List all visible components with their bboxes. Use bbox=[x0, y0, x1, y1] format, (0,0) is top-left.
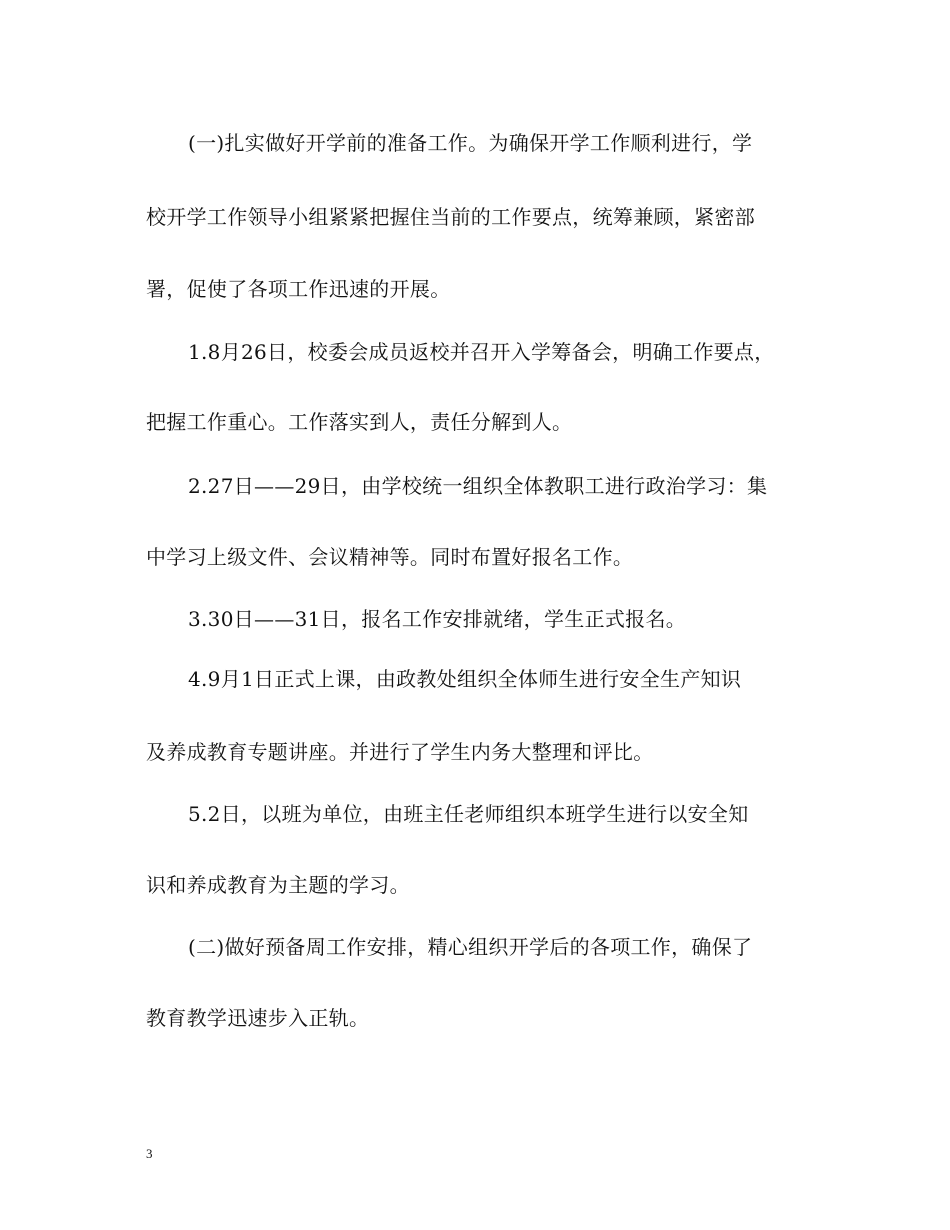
paragraph-1-line-1: (一)扎实做好开学前的准备工作。为确保开学工作顺利进行，学 bbox=[188, 131, 753, 155]
paragraph-2-line-2: 教育教学迅速步入正轨。 bbox=[146, 1006, 370, 1030]
list-item-5-line-2: 识和养成教育为主题的学习。 bbox=[146, 873, 410, 897]
list-item-2-line-1: 2.27日——29日，由学校统一组织全体教职工进行政治学习：集 bbox=[188, 474, 768, 498]
list-item-5-line-1: 5.2日，以班为单位，由班主任老师组织本班学生进行以安全知 bbox=[188, 802, 749, 826]
list-item-3: 3.30日——31日，报名工作安排就绪，学生正式报名。 bbox=[188, 607, 687, 631]
paragraph-2-line-1: (二)做好预备周工作安排，精心组织开学后的各项工作，确保了 bbox=[188, 935, 753, 959]
list-item-1-line-1: 1.8月26日，校委会成员返校并召开入学筹备会，明确工作要点， bbox=[188, 340, 775, 364]
list-item-2-line-2: 中学习上级文件、会议精神等。同时布置好报名工作。 bbox=[146, 545, 634, 569]
list-item-1-line-2: 把握工作重心。工作落实到人，责任分解到人。 bbox=[146, 410, 573, 434]
paragraph-1-line-3: 署，促使了各项工作迅速的开展。 bbox=[146, 277, 451, 301]
page-number: 3 bbox=[146, 1146, 153, 1161]
list-item-4-line-2: 及养成教育专题讲座。并进行了学生内务大整理和评比。 bbox=[146, 740, 654, 764]
paragraph-1-line-2: 校开学工作领导小组紧紧把握住当前的工作要点，统筹兼顾，紧密部 bbox=[146, 205, 755, 229]
list-item-4-line-1: 4.9月1日正式上课，由政教处组织全体师生进行安全生产知识 bbox=[188, 667, 742, 691]
